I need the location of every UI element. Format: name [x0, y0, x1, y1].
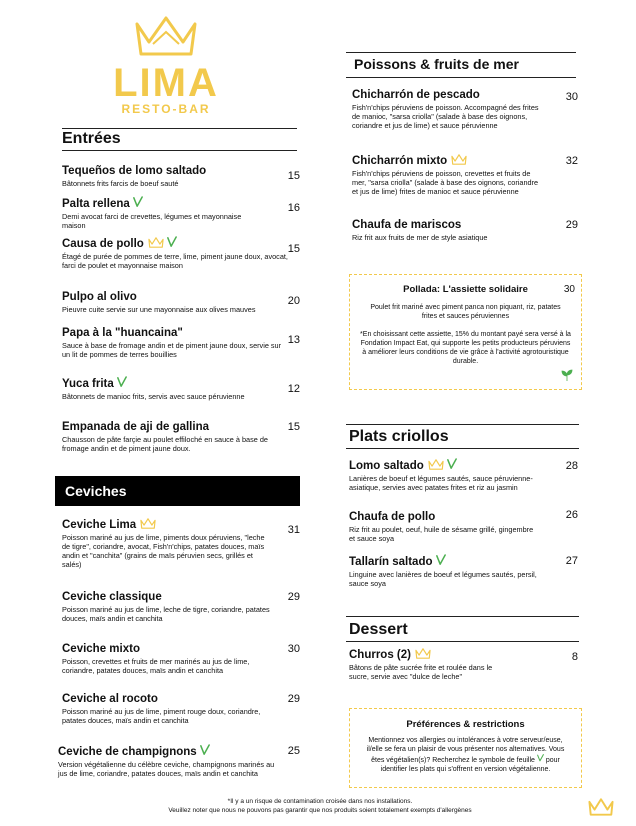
item-desc: Fish'n'chips péruviens de poisson. Accompagné des frites de manioc, "sarsa criolla" (salade à base des oignons, coriandre et jus de lime) et sauce péruvienne	[352, 103, 539, 130]
divider	[62, 150, 297, 151]
menu-item	[62, 692, 272, 725]
preferences-title: Préférences & restrictions	[406, 719, 525, 730]
poissons-title: Poissons & fruits de mer	[354, 56, 519, 72]
item-desc: Poisson mariné au jus de lime, leche de tigre, coriandre, patates douces, maïs andin et canchita	[62, 605, 270, 623]
item-price: 29	[287, 591, 300, 603]
item-price: 31	[287, 524, 300, 536]
item-price: 27	[565, 555, 578, 567]
item-desc: Bâtonnets frits farcis de boeuf sauté	[62, 179, 179, 188]
menu-item	[62, 590, 277, 623]
item-desc: Étagé de purée de pommes de terre, lime, piment jaune doux, avocat, farci de poulet et mayonnaise maison	[62, 252, 288, 270]
menu-item	[62, 420, 284, 453]
item-name: Lomo saltado	[349, 460, 424, 472]
menu-item	[62, 164, 262, 188]
item-price: 29	[287, 693, 300, 705]
item-name: Chaufa de mariscos	[352, 219, 462, 231]
brand-subtitle: RESTO-BAR	[121, 102, 211, 116]
menu-item	[62, 326, 287, 359]
item-name: Palta rellena	[62, 198, 130, 210]
crown-icon	[148, 237, 164, 248]
item-price: 15	[287, 170, 300, 182]
menu-item	[352, 154, 542, 196]
item-name: Tallarín saltado	[349, 556, 433, 568]
item-name: Ceviche al rocoto	[62, 693, 158, 705]
menu-item	[62, 290, 262, 314]
item-name: Papa à la "huancaina"	[62, 327, 183, 339]
menu-item	[349, 554, 539, 588]
divider	[346, 77, 576, 78]
item-name: Ceviche de champignons	[58, 746, 197, 758]
leaf-icon	[436, 554, 446, 566]
divider	[346, 448, 579, 449]
menu-item	[62, 518, 272, 569]
item-desc: Poisson mariné au jus de lime, piment rouge doux, coriandre, patates douces, maïs andin et canchita	[62, 707, 261, 725]
item-name: Tequeños de lomo saltado	[62, 165, 207, 177]
menu-item	[62, 196, 262, 230]
item-desc: Linguine avec lanières de boeuf et légumes sautés, persil, sauce soya	[349, 570, 537, 588]
crown-icon	[415, 648, 431, 659]
divider	[346, 641, 579, 642]
criollos-title: Plats criollos	[349, 428, 449, 445]
item-desc: Riz frit aux fruits de mer de style asiatique	[352, 233, 488, 242]
menu-item	[352, 218, 547, 242]
divider	[346, 424, 579, 425]
item-name: Ceviche classique	[62, 591, 162, 603]
pollada-note: *En choisissant cette assiette, 15% du montant payé sera versé à la Fondation Impact Eat, qui supporte les petits producteurs péruviens à améliorer leurs conditions de vie grâce à l'activité agrotouristique durable.	[360, 331, 571, 365]
menu-item	[62, 376, 262, 401]
pollada-box	[349, 274, 582, 390]
item-price: 29	[565, 219, 578, 231]
item-desc: Bâtons de pâte sucrée frite et roulée dans le sucre, servie avec "dulce de leche"	[349, 663, 493, 681]
item-price: 30	[287, 643, 300, 655]
menu-item	[349, 648, 509, 681]
item-desc: Lanières de boeuf et légumes sautés, sauce péruvienne-asiatique, servies avec patates frites et riz au jasmin	[349, 474, 533, 492]
preferences-text-before: Mentionnez vos allergies ou intolérances à votre serveur/euse, il/elle se fera un plaisir de vous présenter nos alternatives. Vous êtes végétalien(s)? Recherchez le symbole de feuille	[366, 737, 565, 764]
item-name: Chicharrón de pescado	[352, 89, 480, 101]
divider	[346, 616, 579, 617]
item-price: 25	[287, 745, 300, 757]
item-name: Chaufa de pollo	[349, 511, 436, 523]
item-desc: Bâtonnets de manioc frits, servis avec sauce péruvienne	[62, 392, 245, 401]
footnote-2: Veuillez noter que nous ne pouvons pas garantir que nos produits soient totalement exempts d'allergènes	[168, 807, 472, 814]
menu-item	[352, 88, 547, 130]
pollada-title: Pollada: L'assiette solidaire	[403, 284, 528, 295]
item-desc: Fish'n'chips péruviens de poisson, crevettes et fruits de mer, "sarsa criolla" (salade à base des oignons, coriandre et jus de lime) frites de manioc et sauce péruvienne	[352, 169, 539, 196]
entrees-title: Entrées	[62, 130, 121, 147]
brand-name: LIMA	[113, 61, 219, 105]
item-name: Pulpo al olivo	[62, 291, 137, 303]
leaf-icon	[117, 376, 127, 388]
footnote-1: *Il y a un risque de contamination croisée dans nos installations.	[227, 798, 413, 805]
item-price: 12	[287, 383, 300, 395]
menu-item	[62, 642, 272, 675]
item-price: 26	[565, 509, 578, 521]
preferences-text-after: pour identifier les plats qui s'offrent en version végétalienne.	[380, 757, 560, 773]
menu-item	[58, 744, 283, 778]
crown-icon	[140, 518, 156, 529]
item-desc: Pieuvre cuite servie sur une mayonnaise aux olives mauves	[62, 305, 256, 314]
item-desc: Version végétalienne du célèbre ceviche, champignons marinés au jus de lime, coriandre, patates douces, maïs andin et canchita	[58, 760, 275, 778]
item-price: 8	[571, 651, 578, 663]
pollada-price: 30	[563, 284, 575, 295]
item-name: Yuca frita	[62, 378, 114, 390]
item-price: 16	[287, 202, 300, 214]
item-price: 15	[287, 243, 300, 255]
ceviches-title: Ceviches	[55, 476, 300, 506]
preferences-box	[349, 708, 582, 788]
item-price: 30	[565, 91, 578, 103]
divider	[62, 128, 297, 129]
item-price: 13	[287, 334, 300, 346]
item-name: Chicharrón mixto	[352, 155, 448, 167]
leaf-icon	[167, 236, 177, 248]
logo-crown-icon	[131, 14, 201, 58]
item-price: 15	[287, 421, 300, 433]
leaf-icon	[537, 754, 544, 762]
item-name: Ceviche mixto	[62, 643, 140, 655]
item-name: Ceviche Lima	[62, 519, 137, 531]
divider	[346, 52, 576, 53]
preferences-text	[362, 736, 569, 774]
pollada-desc: Poulet frit mariné avec piment panca non piquant, riz, patates frites et sauces péruviennes	[370, 304, 561, 320]
leaf-icon	[200, 744, 210, 756]
menu-item	[62, 236, 292, 270]
item-desc: Demi avocat farci de crevettes, légumes et mayonnaise maison	[62, 212, 242, 230]
item-name: Causa de pollo	[62, 238, 144, 250]
sprout-icon	[561, 369, 573, 381]
menu-item	[349, 510, 539, 543]
item-desc: Riz frit au poulet, oeuf, huile de sésame grillé, gingembre et sauce soya	[349, 525, 534, 543]
crown-icon	[451, 154, 467, 165]
item-name: Churros (2)	[349, 649, 411, 661]
item-desc: Poisson, crevettes et fruits de mer marinés au jus de lime, coriandre, patates douces, maïs andin et canchita	[62, 657, 250, 675]
item-price: 28	[565, 460, 578, 472]
item-price: 20	[287, 295, 300, 307]
item-price: 32	[565, 155, 578, 167]
brand-logo	[106, 14, 226, 115]
leaf-icon	[447, 458, 457, 470]
leaf-icon	[133, 196, 143, 208]
item-desc: Sauce à base de fromage andin et de piment jaune doux, servie sur un lit de pommes de terres bouillies	[62, 341, 282, 359]
dessert-title: Dessert	[349, 621, 408, 638]
item-desc: Poisson mariné au jus de lime, piments doux péruviens, "leche de tigre", coriandre, avocat, Fish'n'chips, patates douces, maïs andin et "canchita" (grains de maïs péruvien secs, grillés et salés)	[62, 533, 265, 569]
corner-crown-icon	[588, 798, 614, 816]
item-name: Empanada de aji de gallina	[62, 421, 209, 433]
item-desc: Chausson de pâte farçie au poulet effiloché en sauce à base de fromage andin et de piment jaune doux.	[62, 435, 268, 453]
menu-item	[349, 458, 539, 492]
crown-icon	[428, 459, 444, 470]
